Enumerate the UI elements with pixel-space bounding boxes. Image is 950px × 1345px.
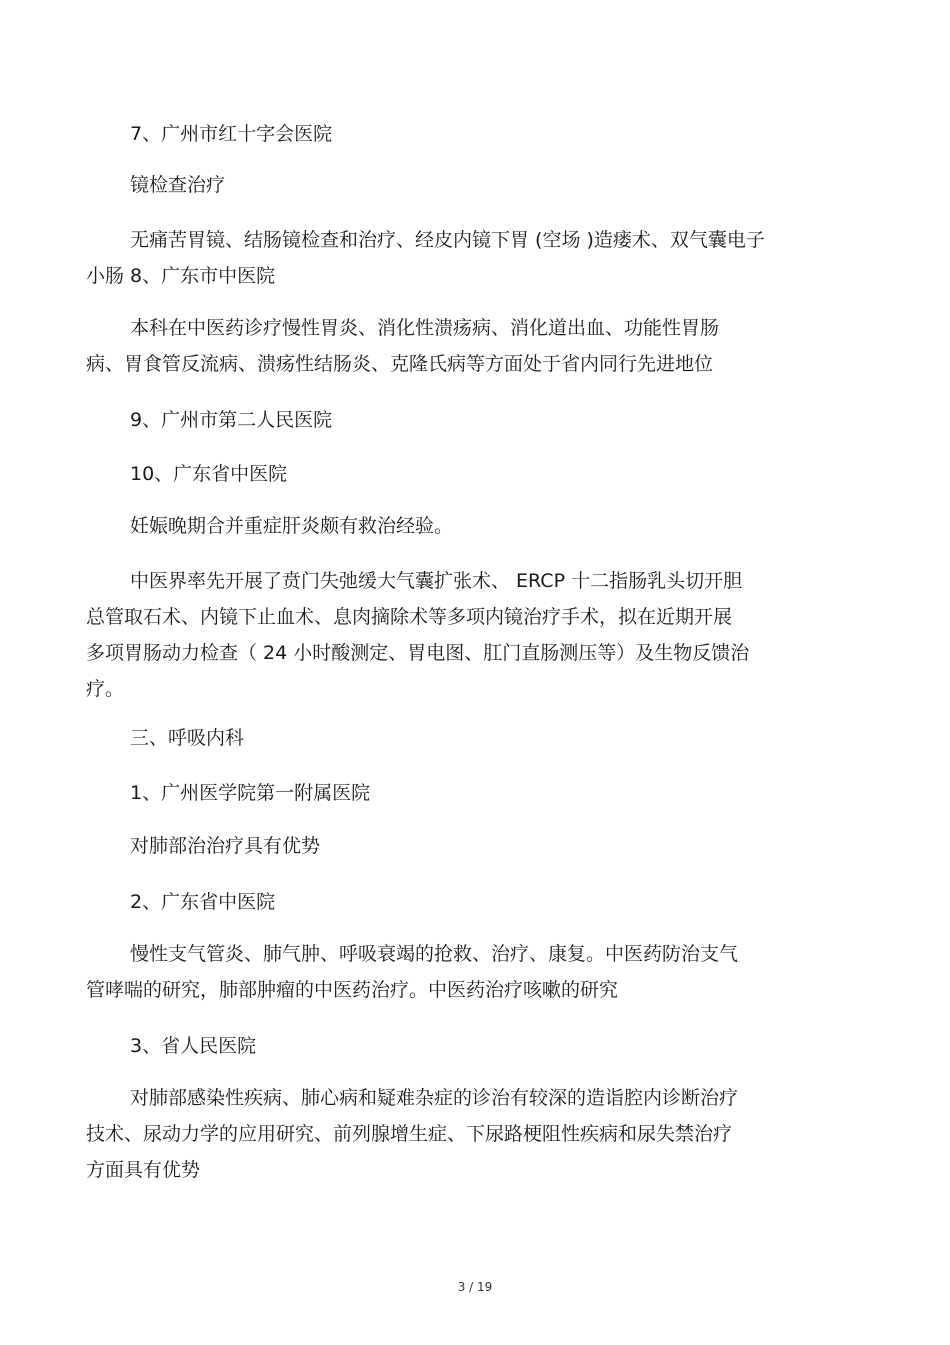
paragraph-line: 9、广州市第二人民医院 bbox=[130, 409, 333, 431]
page-number: 3 / 19 bbox=[457, 1280, 493, 1294]
paragraph bbox=[86, 456, 856, 492]
paragraph bbox=[86, 310, 856, 382]
paragraph-line: 妊娠晚期合并重症肝炎颇有救治经验。 bbox=[130, 515, 454, 537]
paragraph bbox=[86, 222, 856, 294]
paragraph-line: 管哮喘的研究，肺部肿瘤的中医药治疗。中医药治疗咳嗽的研究 bbox=[86, 979, 619, 1001]
paragraph-line: 疗。 bbox=[86, 678, 125, 700]
paragraph-line: 技术、尿动力学的应用研究、前列腺增生症、下尿路梗阻性疾病和尿失禁治疗 bbox=[86, 1123, 733, 1145]
paragraph bbox=[86, 1028, 856, 1064]
paragraph-line: 本科在中医药诊疗慢性胃炎、消化性溃疡病、消化道出血、功能性胃肠 bbox=[130, 317, 720, 339]
paragraph-line: 镜检查治疗 bbox=[130, 174, 226, 196]
paragraph-line: 病、胃食管反流病、溃疡性结肠炎、克隆氏病等方面处于省内同行先进地位 bbox=[86, 353, 714, 375]
paragraph bbox=[86, 720, 856, 756]
paragraph-line: 三、呼吸内科 bbox=[130, 727, 245, 749]
paragraph-line: 7、广州市红十字会医院 bbox=[130, 123, 333, 145]
paragraph-line: 慢性支气管炎、肺气肿、呼吸衰竭的抢救、治疗、康复。中医药防治支气 bbox=[130, 943, 739, 965]
paragraph bbox=[86, 116, 856, 152]
paragraph-line: 小肠 8、广东市中医院 bbox=[86, 265, 276, 287]
paragraph-line: 10、广东省中医院 bbox=[130, 463, 288, 485]
paragraph bbox=[86, 167, 856, 203]
paragraph-line: 1、广州医学院第一附属医院 bbox=[130, 782, 371, 804]
paragraph bbox=[86, 828, 856, 864]
paragraph bbox=[86, 884, 856, 920]
paragraph bbox=[86, 563, 856, 707]
paragraph bbox=[86, 775, 856, 811]
paragraph bbox=[86, 1080, 856, 1188]
paragraph bbox=[86, 402, 856, 438]
paragraph-line: 2、广东省中医院 bbox=[130, 891, 276, 913]
paragraph bbox=[86, 508, 856, 544]
paragraph-line: 无痛苦胃镜、结肠镜检查和治疗、经皮内镜下胃 (空场 )造瘘术、双气囊电子 bbox=[130, 229, 765, 251]
paragraph-line: 对肺部治治疗具有优势 bbox=[130, 835, 321, 857]
paragraph-line: 总管取石术、内镜下止血术、息肉摘除术等多项内镜治疗手术，拟在近期开展 bbox=[86, 606, 733, 628]
paragraph-line: 方面具有优势 bbox=[86, 1159, 201, 1181]
paragraph-line: 3、省人民医院 bbox=[130, 1035, 257, 1057]
paragraph-line: 中医界率先开展了贲门失弛缓大气囊扩张术、 ERCP 十二指肠乳头切开胆 bbox=[130, 570, 743, 592]
paragraph-line: 对肺部感染性疾病、肺心病和疑难杂症的诊治有较深的造诣腔内诊断治疗 bbox=[130, 1087, 739, 1109]
paragraph bbox=[86, 936, 856, 1008]
paragraph-line: 多项胃肠动力检查（ 24 小时酸测定、胃电图、肛门直肠测压等）及生物反馈治 bbox=[86, 642, 750, 664]
